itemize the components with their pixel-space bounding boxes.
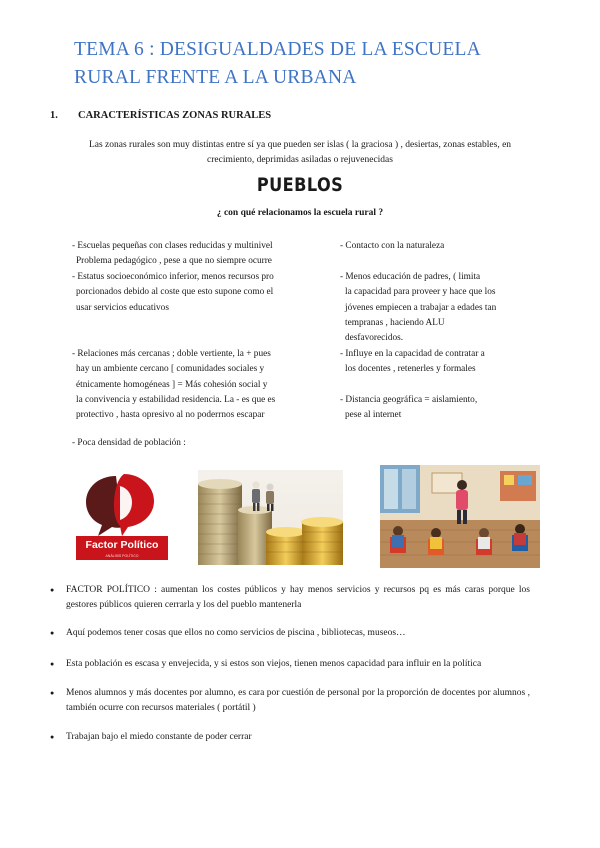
right-line: desfavorecidos. <box>345 333 404 344</box>
right-line: - Distancia geográfica = aislamiento, <box>340 395 478 405</box>
left-column <box>72 436 330 451</box>
factor-politico-logo <box>76 470 168 562</box>
left-line: Problema pedagógico , pese a que no siempre ocurre <box>76 256 272 267</box>
logo-tagline: ANÁLISIS POLÍTICO <box>105 554 139 558</box>
right-column <box>340 347 540 378</box>
left-line: - Estatus socioeconómico inferior, menos recursos pro <box>72 272 274 282</box>
right-column <box>340 239 540 254</box>
page-title: TEMA 6 : DESIGUALDADES DE LA ESCUELA RURAL FRENTE A LA URBANA <box>74 39 480 88</box>
question-line: ¿ con qué relacionamos la escuela rural ? <box>216 208 384 218</box>
section-heading <box>50 110 271 121</box>
left-line: - Poca densidad de población : <box>72 438 186 448</box>
left-line: la convivencia y estabilidad residencia. La - es que es <box>76 394 276 405</box>
right-line: pese al internet <box>345 410 402 421</box>
logo-banner <box>76 536 168 560</box>
left-column <box>72 270 330 316</box>
speech-bubbles-icon <box>76 470 168 536</box>
section-number: 1. <box>50 110 58 121</box>
right-line: - Influye en la capacidad de contratar a <box>340 349 485 359</box>
bullet-list <box>50 583 530 745</box>
coins-elderly-photo <box>198 470 343 565</box>
section-label: CARACTERÍSTICAS ZONAS RURALES <box>78 110 272 121</box>
left-line: - Relaciones más cercanas ; doble vertiente, la + pues <box>72 349 271 359</box>
left-line: - Escuelas pequeñas con clases reducidas y multinivel <box>72 241 273 251</box>
list-item: ● Aquí podemos tener cosas que ellos no como servicios de piscina , bibliotecas, museos… <box>50 626 530 641</box>
pueblos-heading: PUEBLOS <box>256 174 344 196</box>
list-item: ● Menos alumnos y más docentes por alumno, es cara por cuestión de personal por la proporción de docentes por alumnos , también ocurre con recursos materiales ( portátil ) <box>50 686 530 716</box>
left-line: hay un ambiente cercano [ comunidades sociales y <box>76 364 265 375</box>
right-line: tempranas , haciendo ALU <box>345 317 445 328</box>
left-line: étnicamente homogéneas ] = Más cohesión social y <box>76 379 268 390</box>
left-column <box>72 239 330 270</box>
list-item: ● Esta población es escasa y envejecida, y si estos son viejos, tienen menos capacidad para influir en la política <box>50 657 530 672</box>
right-line: jóvenes empiecen a trabajar a edades tan <box>345 302 497 313</box>
right-line: - Menos educación de padres, ( limita <box>340 272 481 282</box>
left-column <box>72 347 330 423</box>
classroom-photo <box>380 465 540 568</box>
right-line: la capacidad para proveer y hace que los <box>345 287 496 298</box>
left-line: protectivo , hasta opresivo al no poderrnos escapar <box>76 410 265 421</box>
left-line: usar servicios educativos <box>76 302 169 313</box>
intro-paragraph: Las zonas rurales son muy distintas entre sí ya que pueden ser islas ( la graciosa ) , desiertas, zonas estables, en crecimiento, deprimidas asiladas o rejuvenecidas <box>88 140 512 165</box>
right-column <box>340 393 540 424</box>
logo-text: Factor Político <box>85 539 159 551</box>
left-line: porcionados debido al coste que esto supone como el <box>76 287 274 298</box>
list-item: ● FACTOR POLÍTICO : aumentan los costes públicos y hay menos servicios y recursos pq es más caras porque los gestores públicos quieren cerrarla y los del pueblo mantenerla <box>50 583 530 613</box>
list-item: ● Trabajan bajo el miedo constante de poder cerrar <box>50 730 530 745</box>
right-line: los docentes , retenerles y formales <box>345 364 476 375</box>
right-column <box>340 270 540 346</box>
right-line: - Contacto con la naturaleza <box>340 241 445 251</box>
